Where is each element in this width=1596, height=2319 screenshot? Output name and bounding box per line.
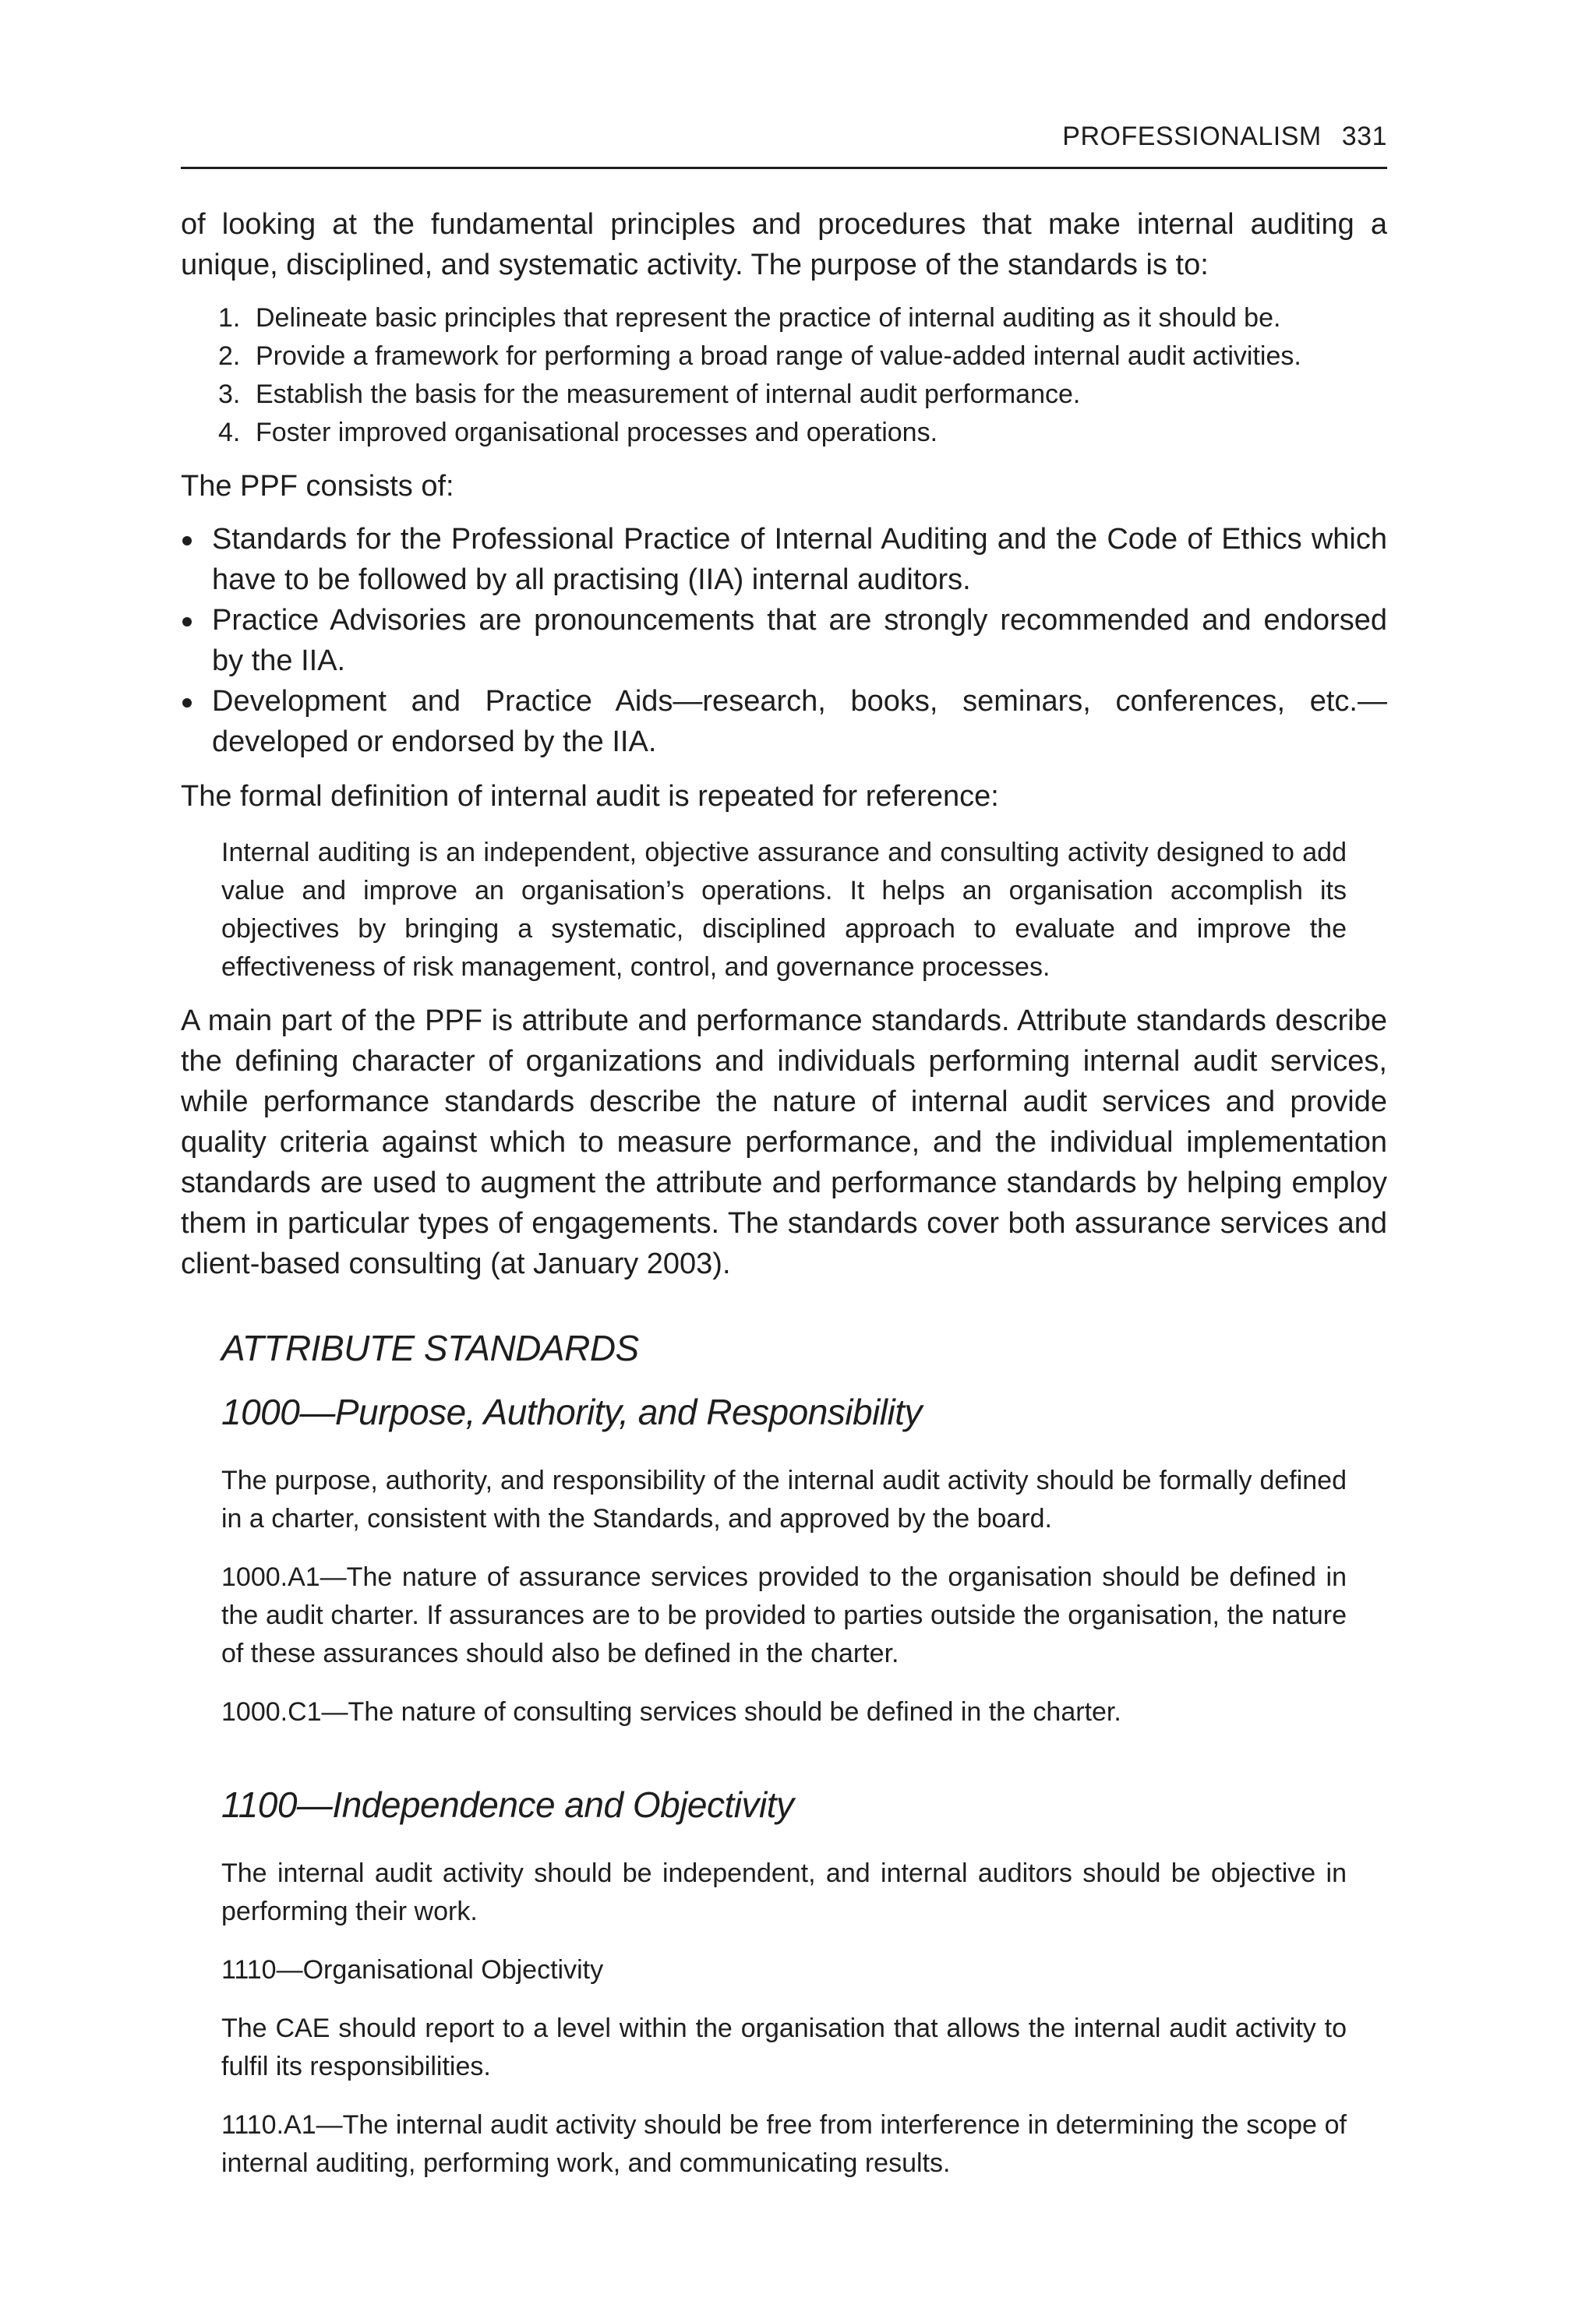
- standard-1100-text: The internal audit activity should be independent, and internal auditors should be objective in performing their work.: [221, 1858, 1347, 1926]
- ppf-item: [181, 600, 1387, 681]
- header-rule: [181, 167, 1387, 169]
- purpose-item: [181, 299, 1387, 337]
- ppf-item: [181, 519, 1387, 600]
- bullet-icon: [182, 536, 192, 545]
- purpose-number: 2.: [218, 341, 241, 371]
- standard-1000-heading: 1000—Purpose, Authority, and Responsibility: [221, 1392, 923, 1432]
- ppf-list: [181, 519, 1387, 762]
- purpose-text: Establish the basis for the measurement of internal audit performance.: [256, 379, 1081, 409]
- purpose-text: Delineate basic principles that represent the practice of internal auditing as it should be.: [256, 303, 1281, 333]
- attribute-standards-section: [221, 1325, 1347, 2183]
- standard-1110-a1: 1110.A1—The internal audit activity should be free from interference in determining the scope of internal auditing, performing work, and communicating results.: [221, 2110, 1347, 2178]
- purpose-text: Foster improved organisational processes and operations.: [256, 418, 938, 447]
- standard-1000-a1: 1000.A1—The nature of assurance services provided to the organisation should be defined in the audit charter. If assurances are to be provided to parties outside the organisation, the nature of these assurances should also be defined in the charter.: [221, 1562, 1347, 1668]
- bullet-icon: [182, 698, 192, 708]
- purpose-item: [181, 376, 1387, 414]
- ppf-item: [181, 681, 1387, 762]
- definition-intro: The formal definition of internal audit is repeated for reference:: [181, 780, 999, 813]
- intro-paragraph: of looking at the fundamental principles and procedures that make internal auditing a unique, disciplined, and systematic activity. The purpose of the standards is to:: [181, 208, 1387, 281]
- running-head-title: PROFESSIONALISM: [1062, 122, 1322, 151]
- running-head: [1062, 122, 1387, 152]
- purpose-item: [181, 414, 1387, 452]
- ppf-intro: The PPF consists of:: [181, 470, 454, 503]
- purpose-text: Provide a framework for performing a broad range of value-added internal audit activities.: [256, 341, 1301, 371]
- purpose-number: 3.: [218, 379, 241, 409]
- purpose-number: 4.: [218, 418, 241, 447]
- purpose-list: [181, 299, 1387, 452]
- ppf-item-text: Practice Advisories are pronouncements that are strongly recommended and endorsed by the IIA.: [212, 604, 1387, 677]
- standard-1110-title: 1110—Organisational Objectivity: [221, 1955, 604, 1985]
- standard-1000-c1: 1000.C1—The nature of consulting services should be defined in the charter.: [221, 1697, 1121, 1727]
- standard-1100-heading: 1100—Independence and Objectivity: [221, 1784, 794, 1825]
- bullet-icon: [182, 617, 192, 627]
- ppf-item-text: Standards for the Professional Practice of Internal Auditing and the Code of Ethics which have to be followed by all practising (IIA) internal auditors.: [212, 523, 1387, 596]
- purpose-item: [181, 337, 1387, 376]
- definition-quote: Internal auditing is an independent, objective assurance and consulting activity designed to add value and improve an organisation’s operations. It helps an organisation accomplish its objectives by bringing a systematic, disciplined approach to evaluate and improve the effectiveness of risk management, control, and governance processes.: [221, 838, 1347, 982]
- ppf-item-text: Development and Practice Aids—research, books, seminars, conferences, etc.—developed or endorsed by the IIA.: [212, 685, 1387, 758]
- standards-paragraph: A main part of the PPF is attribute and performance standards. Attribute standards describe the defining character of organizations and individuals performing internal audit services, while performance standards describe the nature of internal audit services and provide quality criteria against which to measure performance, and the individual implementation standards are used to augment the attribute and performance standards by helping employ them in particular types of engagements. The standards cover both assurance services and client-based consulting (at January 2003).: [181, 1004, 1387, 1280]
- page-content: [181, 204, 1387, 2183]
- purpose-number: 1.: [218, 303, 241, 333]
- attribute-standards-heading: ATTRIBUTE STANDARDS: [221, 1328, 639, 1368]
- standard-1110-text: The CAE should report to a level within the organisation that allows the internal audit activity to fulfil its responsibilities.: [221, 2014, 1347, 2081]
- page-number: 331: [1341, 122, 1387, 151]
- standard-1000-text: The purpose, authority, and responsibility of the internal audit activity should be formally defined in a charter, consistent with the Standards, and approved by the board.: [221, 1466, 1347, 1534]
